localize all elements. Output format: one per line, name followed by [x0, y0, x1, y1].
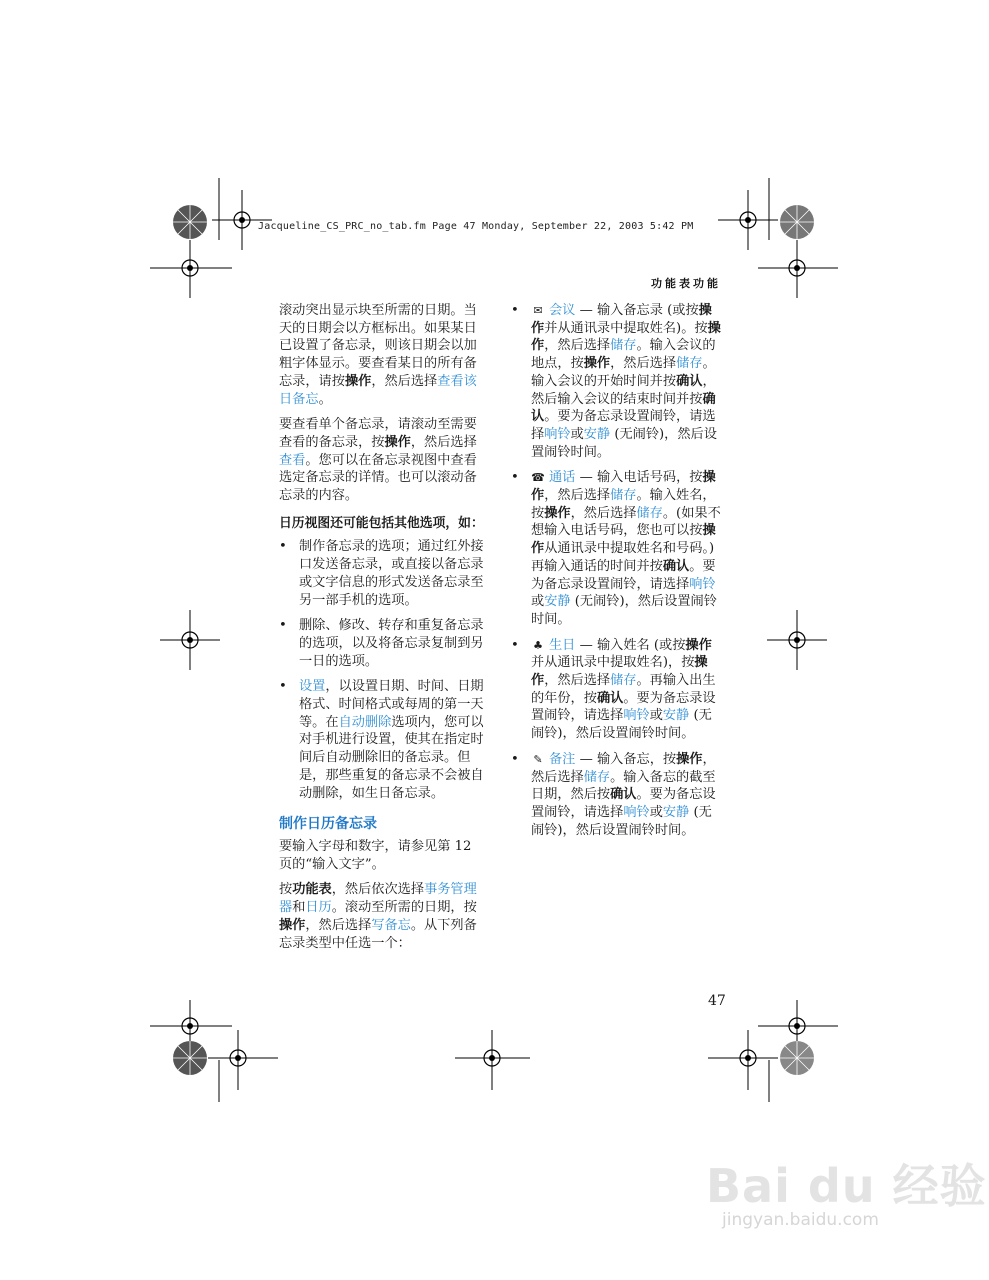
bullet: • — [511, 751, 519, 767]
options-subhead: 日历视图还可能包括其他选项，如： — [279, 515, 484, 531]
paragraph-steps: 按功能表，然后依次选择事务管理器和日历。滚动至所需的日期，按操作，然后选择写备忘。从下列备忘录类型中任选一个： — [279, 882, 477, 951]
memo-icon: ✎ — [533, 752, 543, 766]
watermark-url: jingyan.baidu.com — [722, 1210, 879, 1230]
page-number: 47 — [708, 993, 726, 1009]
paragraph-scroll-date: 滚动突出显示块至所需的日期。当天的日期会以方框标出。如果某日已设置了备忘录，则该日期会以加粗字体显示。要查看某日的所有备忘录，请按操作，然后选择查看该日备忘。 — [279, 303, 477, 407]
left-column — [279, 302, 487, 960]
phone-icon: ☎ — [531, 471, 545, 485]
note-type-item: • ✎ 备注 — 输入备忘，按操作，然后选择储存。输入备忘的截至日期，然后按确认。要为备忘设置闹铃，请选择响铃或安静 (无闹铃)，然后设置闹铃时间。 — [511, 751, 716, 838]
bullet: • — [511, 470, 519, 486]
watermark-logo: Bai du 经验 — [706, 1159, 987, 1213]
right-column — [511, 302, 723, 847]
options-list — [279, 538, 487, 802]
bullet: • — [279, 679, 287, 695]
bullet: • — [511, 303, 519, 318]
bullet: • — [279, 539, 287, 555]
section-heading: 制作日历备忘录 — [279, 816, 377, 833]
print-slug: Jacqueline_CS_PRC_no_tab.fm Page 47 Monday, September 22, 2003 5:42 PM — [258, 221, 694, 232]
list-item: • 制作备忘录的选项；通过红外接口发送备忘录，或直接以备忘录或文字信息的形式发送备忘录至另一部手机的选项。 — [279, 539, 484, 608]
meeting-icon: ✉ — [533, 304, 543, 317]
note-type-item: • ✉ 会议 — 输入备忘录 (或按操作并从通讯录中提取姓名)。按操作，然后选择储存。输入会议的地点，按操作，然后选择储存。输入会议的开始时间并按确认，然后输入会议的结束时间并按确认。要为备忘录设置闹铃，请选择响铃或安静 (无闹铃)，然后设置闹铃时间。 — [511, 303, 721, 460]
paragraph-input-ref: 要输入字母和数字，请参见第 12 页的“输入文字”。 — [279, 838, 472, 872]
note-type-list — [511, 302, 723, 839]
note-type-item: • ♣ 生日 — 输入姓名 (或按操作并从通讯录中提取姓名)，按操作，然后选择储存。再输入出生的年份，按确认。要为备忘录设置闹铃，请选择响铃或安静 (无闹铃)，然后设置闹铃时间。 — [511, 637, 716, 742]
link-view-day-notes: 查看该日备忘 — [279, 373, 477, 407]
bullet: • — [279, 618, 287, 634]
link-view: 查看 — [279, 452, 306, 468]
running-title: 功能表功能 — [651, 277, 721, 290]
birthday-icon: ♣ — [533, 638, 543, 652]
list-item: • 设置，以设置日期、时间、日期格式、时间格式或每周的第一天等。在自动删除选项内，您可以对手机进行设置，使其在指定时间后自动删除旧的备忘录。但是，那些重复的备忘录不会被自动删除，如生日备忘录。 — [279, 679, 484, 801]
note-type-item: • ☎ 通话 — 输入电话号码，按操作，然后选择储存。输入姓名，按操作，然后选择储存。(如果不想输入电话号码，您也可以按操作从通讯录中提取姓名和号码。) 再输入通话的时间并按确认。要为备忘录设置闹铃，请选择响铃或安静 (无闹铃)，然后设置闹铃时间。 — [511, 470, 721, 627]
paragraph-view-single: 要查看单个备忘录，请滚动至需要查看的备忘录，按操作，然后选择查看。您可以在备忘录视图中查看选定备忘录的详情。也可以滚动备忘录的内容。 — [279, 417, 477, 504]
bullet: • — [511, 637, 519, 653]
list-item: • 删除、修改、转存和重复备忘录的选项，以及将备忘录复制到另一日的选项。 — [279, 618, 484, 669]
